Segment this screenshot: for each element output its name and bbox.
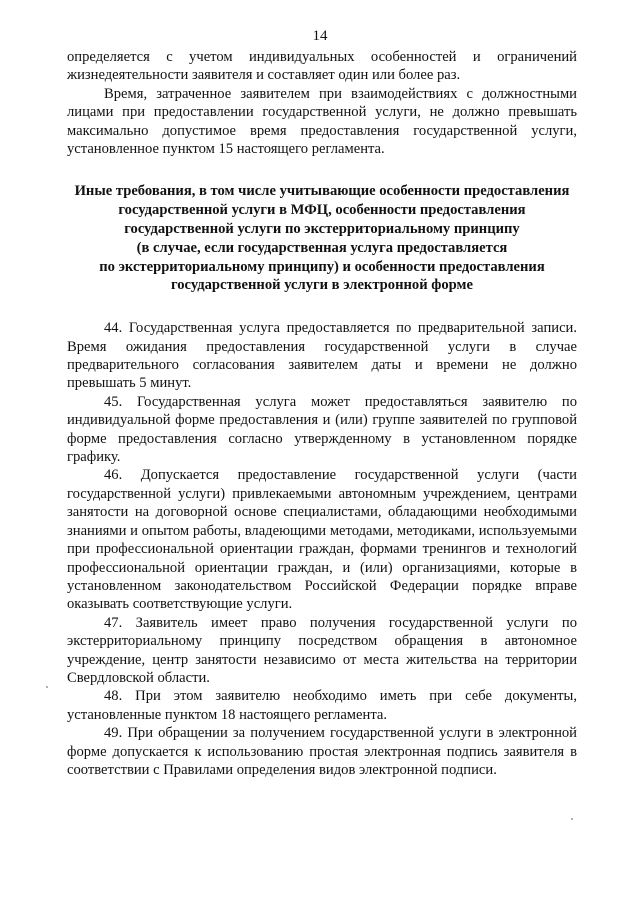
paragraph-48: 48. При этом заявителю необходимо иметь при себе документы, установленные пунктом 18 настоящего регламента.	[67, 688, 577, 723]
section-heading-line: государственной услуги в электронной форме	[171, 277, 473, 294]
paragraph-45: 45. Государственная услуга может предоставляться заявителю по индивидуальной форме предоставления и (или) группе заявителей по групповой форме предоставления согласно утвержденному в установленном порядке графику.	[67, 393, 577, 466]
scan-speck	[46, 686, 48, 688]
scan-speck	[571, 818, 573, 820]
section-heading	[67, 182, 577, 295]
paragraph-time-spent: Время, затраченное заявителем при взаимодействиях с должностными лицами при предоставлении государственной услуги, не должно превышать максимально допустимое время предоставления государственной услуги, установленное пунктом 15 настоящего регламента.	[67, 85, 577, 158]
section-heading-line: государственной услуги по экстерриториальному принципу	[124, 221, 520, 238]
section-heading-line: (в случае, если государственная услуга предоставляется	[136, 239, 508, 256]
paragraph-continuation: определяется с учетом индивидуальных особенностей и ограничений жизнедеятельности заявителя и составляет один или более раз.	[67, 49, 577, 84]
document-body	[67, 48, 577, 779]
section-heading-line: государственной услуги в МФЦ, особенности предоставления	[118, 202, 526, 219]
paragraph-47: 47. Заявитель имеет право получения государственной услуги по экстерриториальному принципу посредством обращения в автономное учреждение, центр занятости независимо от места жительства на территории Свердловской области.	[67, 614, 577, 686]
paragraph-49: 49. При обращении за получением государственной услуги в электронной форме допускается к использованию простая электронная подпись заявителя в соответствии с Правилами определения видов электронной подписи.	[67, 725, 577, 778]
paragraph-44: 44. Государственная услуга предоставляется по предварительной записи. Время ожидания предоставления государственной услуги в случае предварительного согласования заявителем даты и времени не должно превышать 5 минут.	[67, 320, 577, 392]
paragraph-46: 46. Допускается предоставление государственной услуги (части государственной услуги) привлекаемыми автономным учреждением, центрами занятости на договорной основе специалистами, обладающими необходимыми знаниями и опытом работы, владеющими методами, методиками, используемыми при профессиональной ориентации граждан, формами тренингов и технологий профессиональной ориентации граждан, и (или) организациями, которые в установленном законодательством Российской Федерации порядке вправе оказывать соответствующие услуги.	[67, 467, 577, 613]
page-number: 14	[312, 28, 328, 44]
section-heading-line: по экстерриториальному принципу) и особенности предоставления	[99, 258, 545, 275]
section-heading-line: Иные требования, в том числе учитывающие особенности предоставления	[74, 183, 570, 200]
